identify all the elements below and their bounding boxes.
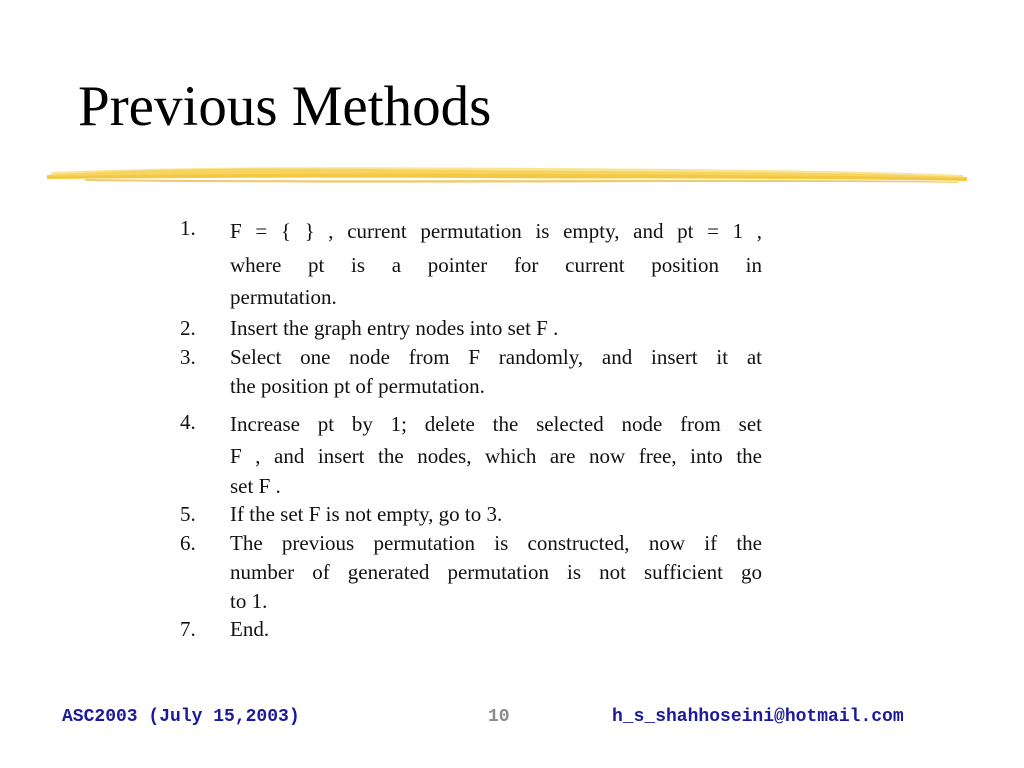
step-line: End. <box>230 617 270 641</box>
step-line: set F . <box>230 474 281 498</box>
step-text <box>230 500 762 529</box>
step-line: to 1. <box>230 589 268 613</box>
step-text <box>230 615 762 644</box>
step-text <box>230 314 762 343</box>
step-number: 2. <box>180 316 196 340</box>
footer-page-number: 10 <box>488 707 510 727</box>
slide-title: Previous Methods <box>78 75 492 138</box>
step-line: Increase pt by 1; delete the selected node from set <box>230 412 762 436</box>
step-line: Insert the graph entry nodes into set F . <box>230 316 559 340</box>
step-line: permutation. <box>230 285 337 309</box>
step-text <box>230 214 762 312</box>
step-line: Select one node from F randomly, and insert it at <box>230 345 762 369</box>
step-text <box>230 408 762 501</box>
highlight-stroke-edge <box>85 179 960 183</box>
step-text <box>230 529 762 616</box>
step-number: 7. <box>180 617 196 641</box>
footer-email: h_s_shahhoseini@hotmail.com <box>612 707 904 727</box>
step-number: 4. <box>180 410 196 434</box>
step-line: number of generated permutation is not sufficient go <box>230 560 762 584</box>
step-line: The previous permutation is constructed, now if the <box>230 531 762 555</box>
step-number: 6. <box>180 531 196 555</box>
step-line: F = { } , current permutation is empty, and pt = 1 , <box>230 219 762 243</box>
step-number: 5. <box>180 502 196 526</box>
title-underline-stroke <box>45 158 970 188</box>
step-text <box>230 343 762 401</box>
step-line: the position pt of permutation. <box>230 374 485 398</box>
step-line: F , and insert the nodes, which are now free, into the <box>230 444 762 468</box>
footer-conference: ASC2003 (July 15,2003) <box>62 707 300 727</box>
step-number: 3. <box>180 345 196 369</box>
step-number: 1. <box>180 216 196 240</box>
step-line: where pt is a pointer for current position in <box>230 253 762 277</box>
step-line: If the set F is not empty, go to 3. <box>230 502 503 526</box>
